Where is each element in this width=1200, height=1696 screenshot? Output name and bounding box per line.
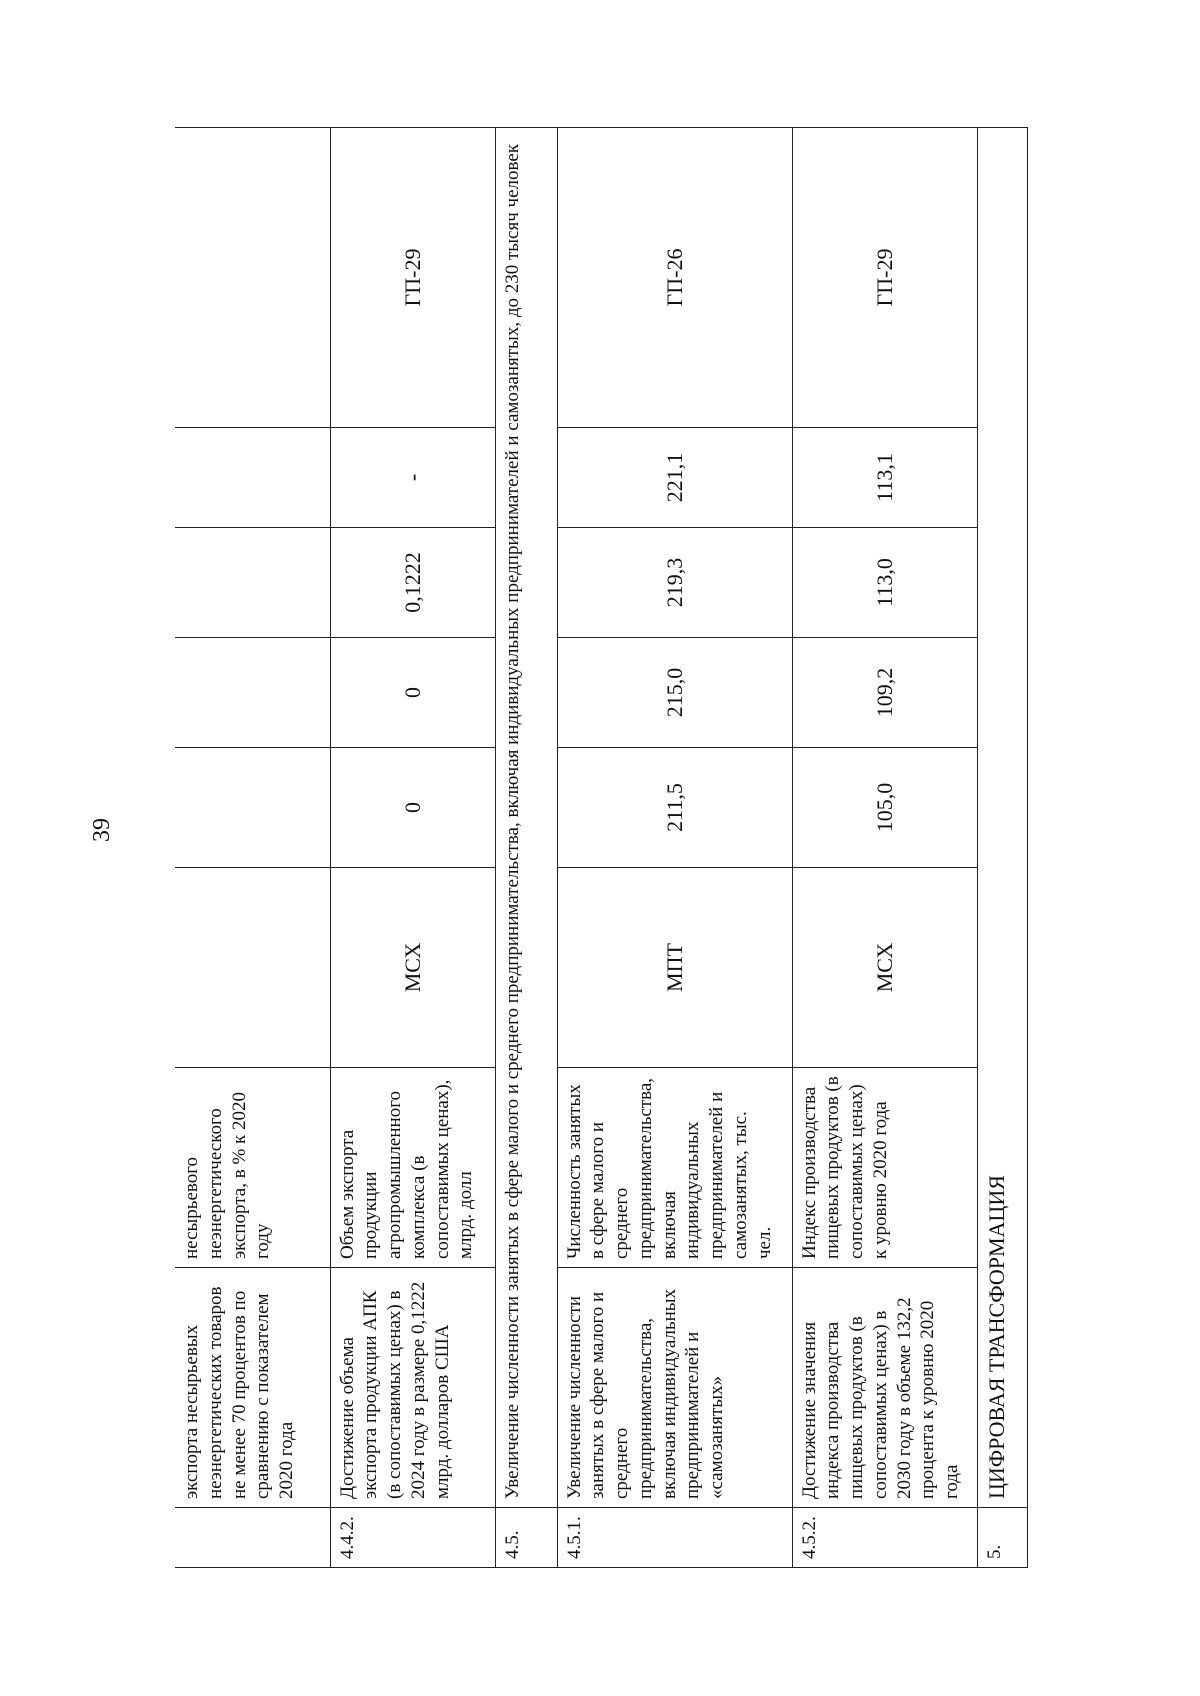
table-row — [330, 128, 495, 1568]
value-cell: - — [330, 428, 495, 528]
value-cell — [175, 528, 330, 638]
value-cell: 215,0 — [557, 638, 792, 748]
value-cell: 113,0 — [792, 528, 977, 638]
table-row — [557, 128, 792, 1568]
table-row — [792, 128, 977, 1568]
table-row — [495, 128, 557, 1568]
goal-cell: Достижение объема экспорта продукции АПК (в сопоставимых ценах) в 2024 году в размере 0,1222 млрд. долларов США — [330, 1268, 495, 1508]
value-cell: 109,2 — [792, 638, 977, 748]
row-number: 4.5.1. — [557, 1508, 792, 1568]
program-cell: ГП-29 — [330, 128, 495, 428]
goal-cell: Увеличение численности занятых в сфере малого и среднего предпринимательства, включая индивидуальных предпринимателей и «самозанятых» — [557, 1268, 792, 1508]
value-cell — [175, 428, 330, 528]
value-cell: 211,5 — [557, 748, 792, 868]
table-row — [175, 128, 330, 1568]
value-cell: 221,1 — [557, 428, 792, 528]
row-number: 4.5.2. — [792, 1508, 977, 1568]
indicator-cell: несырьевого неэнергетического экспорта, в % к 2020 году — [175, 1068, 330, 1268]
value-cell: 113,1 — [792, 428, 977, 528]
value-cell: 0 — [330, 748, 495, 868]
indicators-table — [175, 127, 1028, 1568]
row-number: 5. — [977, 1508, 1027, 1568]
value-cell — [175, 748, 330, 868]
row-number — [175, 1508, 330, 1568]
program-cell — [175, 128, 330, 428]
section-title-cell: ЦИФРОВАЯ ТРАНСФОРМАЦИЯ — [977, 128, 1027, 1508]
value-cell: 0,1222 — [330, 528, 495, 638]
goal-cell: экспорта несырьевых неэнергетических товаров не менее 70 процентов по сравнению с показателем 2020 года — [175, 1268, 330, 1508]
value-cell: 105,0 — [792, 748, 977, 868]
page-number: 39 — [89, 818, 115, 842]
program-cell: ГП-29 — [792, 128, 977, 428]
indicator-cell: Объем экспорта продукции агропромышленного комплекса (в сопоставимых ценах), млрд. долл — [330, 1068, 495, 1268]
section-goal-cell: Увеличение численности занятых в сфере малого и среднего предпринимательства, включая индивидуальных предпринимателей и самозанятых, до 230 тысяч человек — [495, 128, 557, 1508]
value-cell — [175, 638, 330, 748]
indicator-cell: Численность занятых в сфере малого и среднего предпринимательства, включая индивидуальных предпринимателей и самозанятых, тыс. чел. — [557, 1068, 792, 1268]
responsible-cell: МСХ — [330, 868, 495, 1068]
responsible-cell: МПТ — [557, 868, 792, 1068]
responsible-cell: МСХ — [792, 868, 977, 1068]
row-number: 4.4.2. — [330, 1508, 495, 1568]
value-cell: 219,3 — [557, 528, 792, 638]
table-container — [175, 128, 1083, 1568]
indicator-cell: Индекс производства пищевых продуктов (в сопоставимых ценах) к уровню 2020 года — [792, 1068, 977, 1268]
goal-cell: Достижение значения индекса производства пищевых продуктов (в сопоставимых ценах) в 2030 году в объеме 132,2 процента к уровню 2020 года — [792, 1268, 977, 1508]
table-row — [977, 128, 1027, 1568]
responsible-cell — [175, 868, 330, 1068]
value-cell: 0 — [330, 638, 495, 748]
row-number: 4.5. — [495, 1508, 557, 1568]
program-cell: ГП-26 — [557, 128, 792, 428]
